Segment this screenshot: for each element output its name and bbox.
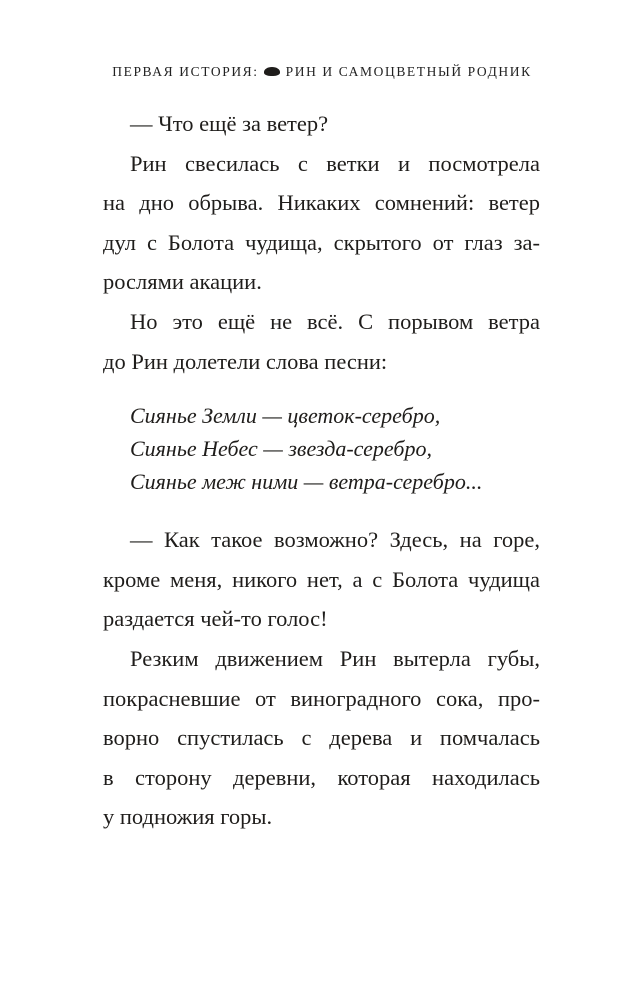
text-line: кроме меня, никого нет, а с Болота чудища <box>103 566 540 592</box>
song-verse <box>130 399 540 498</box>
paragraph <box>103 520 540 639</box>
text-line: ворно спустилась с дерева и помчалась <box>103 725 540 751</box>
page-body <box>103 104 540 837</box>
text-line: — Что ещё за ветер? <box>130 111 329 136</box>
paragraph <box>103 639 540 837</box>
text-line: дул с Болота чудища, скрытого от глаз за- <box>103 229 540 255</box>
text-line: рослями акации. <box>103 269 262 295</box>
text-line: в сторону деревни, которая находилась <box>103 764 540 790</box>
verse-line: Сиянье Земли — цветок-серебро, <box>130 403 441 429</box>
text-line: Но это ещё не всё. С порывом ветра <box>130 308 540 334</box>
text-line: Рин свесилась с ветки и посмотрела <box>130 150 540 176</box>
running-head-right: РИН И САМОЦВЕТНЫЙ РОДНИК <box>285 64 532 79</box>
text-line: на дно обрыва. Никаких сомнений: ветер <box>103 190 540 216</box>
paragraph <box>103 302 540 381</box>
text-line: до Рин долетели слова песни: <box>103 348 388 374</box>
text-line: — Как такое возможно? Здесь, на горе, <box>130 527 540 553</box>
verse-line: Сиянье Небес — звезда-серебро, <box>130 436 432 462</box>
dark-leaf-icon <box>264 67 280 76</box>
paragraph <box>103 104 540 144</box>
text-line: у подножия горы. <box>103 804 273 830</box>
running-head-left: ПЕРВАЯ ИСТОРИЯ: <box>112 64 259 79</box>
paragraph <box>103 144 540 302</box>
text-line: раздается чей-то голос! <box>103 606 328 632</box>
running-head <box>0 64 644 80</box>
verse-line: Сиянье меж ними — ветра-серебро... <box>130 469 483 495</box>
text-line: Резким движением Рин вытерла губы, <box>130 645 540 671</box>
text-line: покрасневшие от виноградного сока, про- <box>103 685 540 711</box>
